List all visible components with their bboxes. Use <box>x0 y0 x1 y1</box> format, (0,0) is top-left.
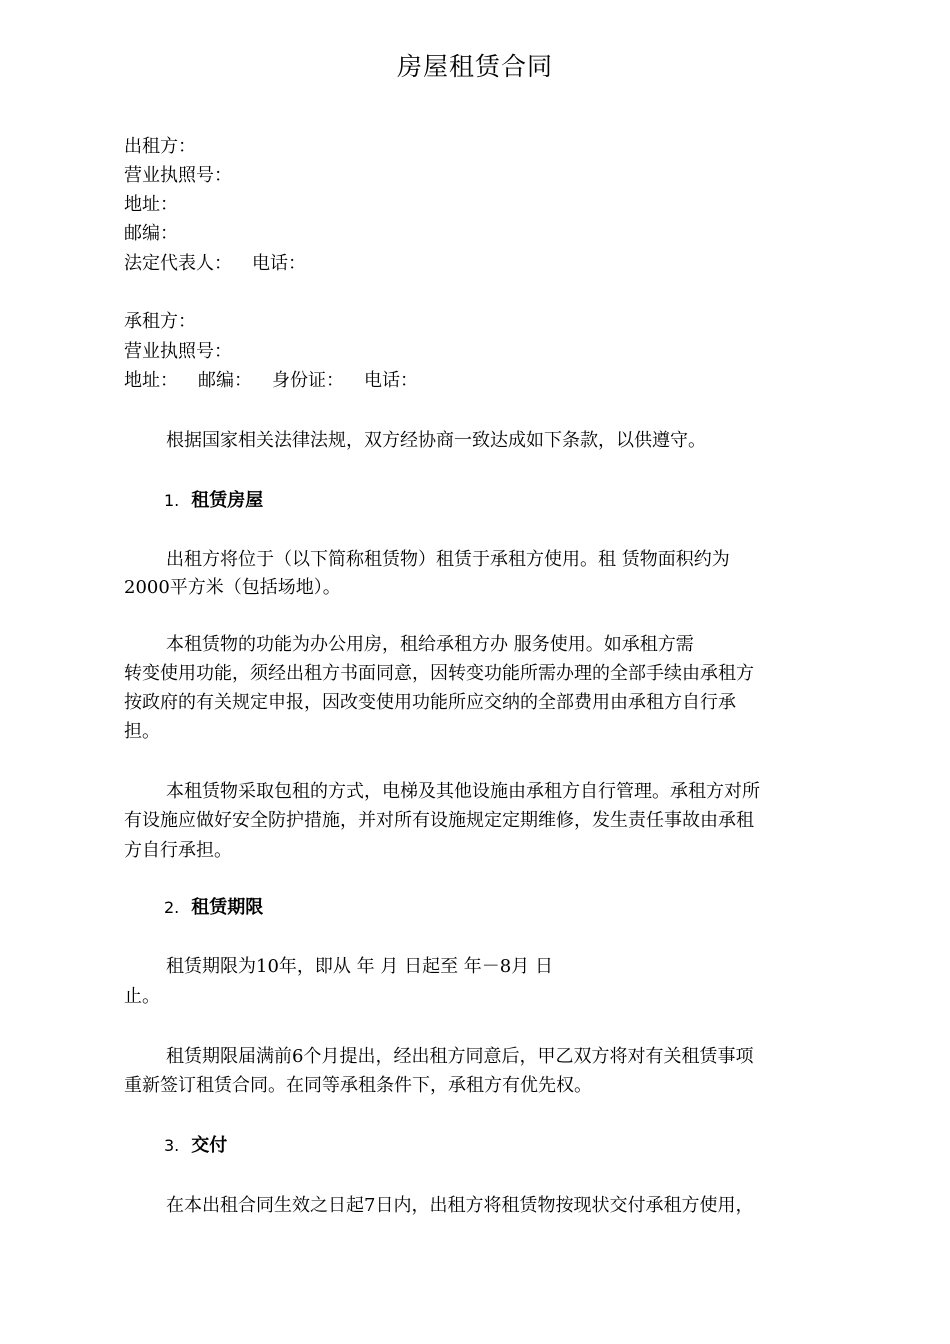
paragraph-line: 重新签订租赁合同。在同等承租条件下，承租方有优先权。 <box>124 1075 592 1096</box>
section-number: 2. <box>164 898 180 917</box>
paragraph-line: 2000平方米（包括场地）。 <box>124 577 341 598</box>
paragraph-line: 转变使用功能，须经出租方书面同意，因转变功能所需办理的全部手续由承租方 <box>124 663 754 684</box>
lessor-address-label: 地址： <box>124 194 178 215</box>
paragraph-line: 在本出租合同生效之日起7日内，出租方将租赁物按现状交付承租方使用， <box>166 1195 754 1216</box>
section-heading <box>164 486 263 516</box>
section-number: 1. <box>164 491 180 510</box>
paragraph-line: 出租方将位于（以下简称租赁物）租赁于承租方使用。租 赁物面积约为 <box>166 549 730 570</box>
paragraph-line: 方自行承担。 <box>124 840 232 861</box>
section-title: 交付 <box>191 1135 228 1156</box>
paragraph-line: 按政府的有关规定申报，因改变使用功能所应交纳的全部费用由承租方自行承 <box>124 692 736 713</box>
paragraph-line: 本租赁物的功能为办公用房，租给承租方办 服务使用。如承租方需 <box>166 634 694 655</box>
lessee-name-label: 承租方： <box>124 311 196 332</box>
lessor-postcode-label: 邮编： <box>124 223 178 244</box>
lessor-name-label: 出租方： <box>124 136 196 157</box>
lessor-legal-rep-label: 法定代表人： <box>124 253 232 274</box>
paragraph-line: 租赁期限届满前6个月提出，经出租方同意后，甲乙双方将对有关租赁事项 <box>166 1046 754 1067</box>
section-title: 租赁房屋 <box>191 490 264 511</box>
section-heading <box>164 1131 227 1161</box>
lessee-contact-line <box>124 366 418 396</box>
paragraph-line: 本租赁物采取包租的方式，电梯及其他设施由承租方自行管理。承租方对所 <box>166 781 760 802</box>
lessee-phone-label: 电话： <box>364 370 418 391</box>
paragraph-line: 有设施应做好安全防护措施，并对所有设施规定定期维修，发生责任事故由承租 <box>124 810 754 831</box>
paragraph-line: 租赁期限为10年，即从 年 月 日起至 年－8月 日 <box>166 956 553 977</box>
lessor-phone-label: 电话： <box>252 253 306 274</box>
section-number: 3. <box>164 1136 180 1155</box>
paragraph-line: 止。 <box>124 986 160 1007</box>
lessee-license-label: 营业执照号： <box>124 341 232 362</box>
lessor-legal-rep-line <box>124 249 306 279</box>
section-heading <box>164 893 263 923</box>
lessee-postcode-label: 邮编： <box>198 370 252 391</box>
section-title: 租赁期限 <box>191 897 264 918</box>
paragraph-line: 担。 <box>124 721 160 742</box>
lessee-address-label: 地址： <box>124 370 178 391</box>
lessor-license-label: 营业执照号： <box>124 165 232 186</box>
lessee-id-label: 身份证： <box>272 370 344 391</box>
document-title: 房屋租赁合同 <box>396 52 553 81</box>
preamble: 根据国家相关法律法规，双方经协商一致达成如下条款，以供遵守。 <box>166 430 706 451</box>
